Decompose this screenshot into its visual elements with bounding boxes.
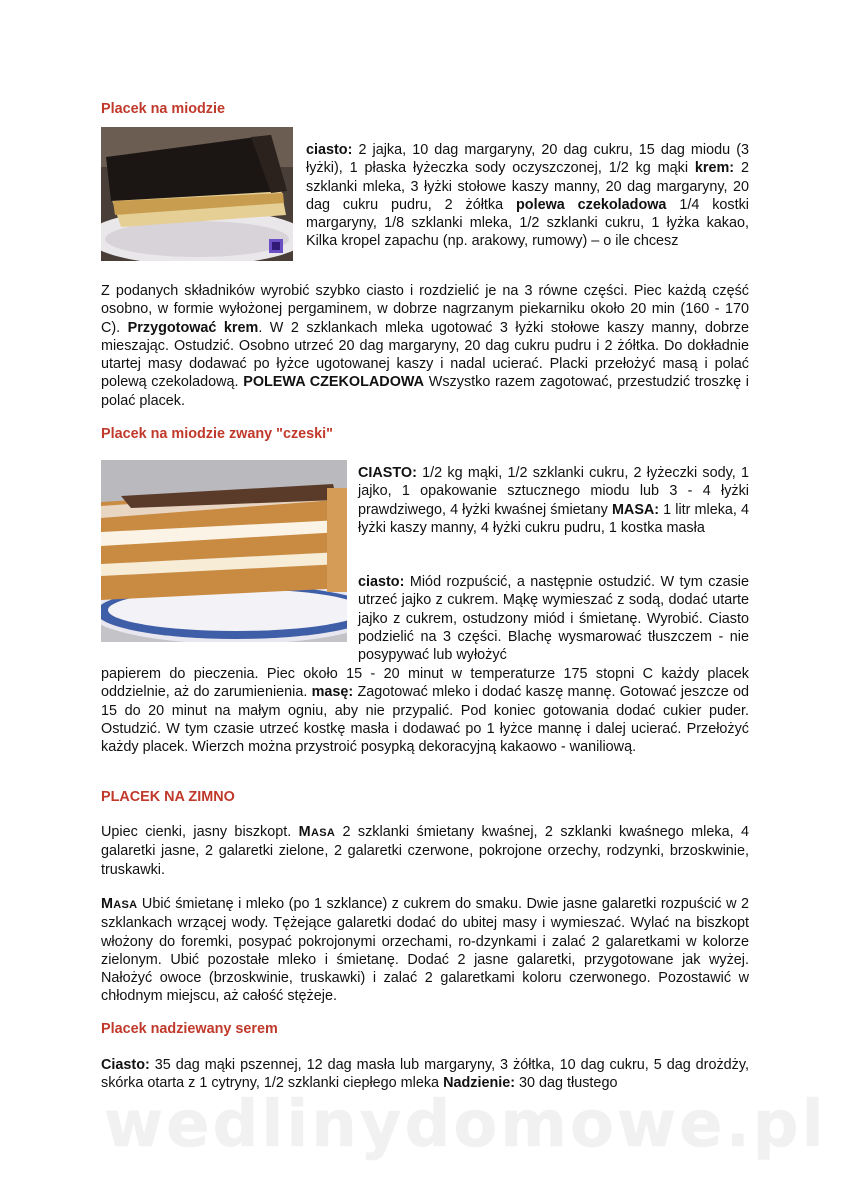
ingredients2-masa: 1 litr mleka, 4 łyżki kaszy manny, 4 łyżki cukru pudru, 1 kostka masła [358, 501, 749, 536]
label-polewa-upper: POLEWA CZEKOLADOWA [243, 374, 425, 391]
method1-part1: Z podanych składników wyrobić szybko ciasto i rozdzielić je na 3 równe części. Piec każdą część osobno, w formie wyłożonej pergaminem, w dobrze nagrzanym piekarniku około 20 min (160 - 170 C). [101, 283, 749, 336]
masa2-rest: ASA [113, 899, 138, 911]
method1-part3: Wszystko razem zagotować, przestudzić troszkę i polać placek. [101, 374, 749, 409]
label-krem: krem: [694, 160, 735, 177]
label-ciasto-upper: CIASTO: [358, 465, 417, 481]
recipe2-method-top [358, 573, 749, 664]
recipe3-method-text: Ubić śmietanę i mleko (po 1 szklance) z cukrem do smaku. Dwie jasne galaretki rozpuścić w 2 szklankach wrzącej wody. Tężejące galaretki dodać do ubitej masy i wymieszać. Wylać na biszkopt włożony do foremki, posypać pokrojonymi orzechami, ro-dzynkami i zalać 2 galaretkami w kolorze zielonym. Ubić pozostałe mleko i śmietanę. Dodać 2 jasne galaretki, przygotowane jak wyżej. Nałożyć owoce (brzoskwinie, truskawki) i zalać 2 galaretkami koloru czerwonego. Pozostawić w chłodnym miejscu, aż całość stężeje. [101, 896, 749, 1005]
recipe3-ingredients-list: 2 szklanki śmietany kwaśnej, 2 szklanki kwaśnego mleka, 4 galaretki jasne, 2 galaretki zielone, 2 galaretki czerwone, pokrojone orzechy, rodzynki, brzoskwinie, truskawki. [101, 824, 749, 878]
recipe1-method [101, 282, 749, 410]
masa2-initial: M [101, 896, 114, 912]
recipe2-ingredients [358, 464, 749, 537]
label-przygotowac-krem: Przygotować krem [127, 319, 259, 336]
heading-placek-na-miodzie: Placek na miodzie [101, 101, 225, 117]
heading-placek-czeski: Placek na miodzie zwany "czeski" [101, 426, 334, 442]
heading-placek-na-zimno: PLACEK NA ZIMNO [101, 789, 235, 805]
photo-layered-honey-cake [101, 460, 347, 642]
recipe2-method-bottom [101, 665, 749, 756]
label-polewa: polewa czekoladowa [516, 196, 667, 213]
label-masa-method [101, 896, 137, 912]
method1-part2: . W 2 szklankach mleka ugotować 3 łyżki stołowe kaszy manny, dobrze mieszając. Ostudzić. Osobno utrzeć 20 dag margaryny, 20 dag cukru pudru i 2 żółtka. Do dokładnie utartej masy dodawać po łyżce ugotowanej kaszy i nadal ucierać. Placki przełożyć masą i polać polewą czekoladową. [101, 319, 749, 391]
masa-rest: ASA [310, 827, 336, 839]
label-masa: MASA: [611, 501, 660, 518]
recipe3-intro: Upiec cienki, jasny biszkopt. [101, 824, 299, 840]
masa-initial: M [298, 824, 311, 840]
watermark: wedlinydomowe.pl [104, 1088, 827, 1162]
recipe3-ingredients [101, 823, 749, 879]
ingredients-polewa: 1/4 kostki margaryny, 1/8 szklanki mleka, 1/2 szklanki cukru, 1 łyżka kakao, Kilka kropel zapachu (np. arakowy, rumowy) – o ile chcesz [306, 196, 749, 250]
label-masa-smallcaps [299, 824, 335, 840]
heading-placek-nadziewany-serem: Placek nadziewany serem [101, 1021, 278, 1037]
label-mase: masę: [311, 684, 354, 701]
label-ciasto-method: ciasto: [358, 574, 405, 590]
ingredients-krem: 2 szklanki mleka, 3 łyżki stołowe kaszy manny, 20 dag margaryny, 20 dag cukru pudru, 2 żółtka [306, 160, 749, 213]
label-ciasto: ciasto: [306, 142, 353, 158]
recipe4-ciasto: 35 dag mąki pszennej, 12 dag masła lub margaryny, 3 żółtka, 10 dag cukru, 5 dag drożdży, skórka otarta z 1 cytryny, 1/2 szklanki ciepłego mleka [101, 1057, 749, 1092]
ingredients-ciasto: 2 jajka, 10 dag margaryny, 20 dag cukru, 15 dag miodu (3 łyżki), 1 płaska łyżeczka sody oczyszczonej, 1/2 kg mąki [306, 142, 749, 177]
recipe4-nadzienie: 30 dag tłustego [515, 1075, 618, 1092]
method2-bottom-part2: Zagotować mleko i dodać kaszę mannę. Gotować jeszcze od 15 do 20 minut na małym ogniu, aby nie przypalić. Pod koniec gotowania dodać cukier puder. Ostudzić. W tym czasie utrzeć kostkę masła i dodawać po 1 łyżce mannę i dalej ucierać. Przełożyć każdy placek. Wierzch można przystroić posypką dekoracyjną kakaowo - waniliową. [101, 684, 749, 756]
method2-top: Miód rozpuścić, a następnie ostudzić. W tym czasie utrzeć jajko z cukrem. Mąkę wymieszać z sodą, dodać utarte jajko z cukrem, ostudzony miód i śmietanę. Wyrobić. Ciasto podzielić na 3 części. Blachę wysmarować tłuszczem - nie posypywać lub wyłożyć [358, 574, 749, 664]
ingredients2-ciasto: 1/2 kg mąki, 1/2 szklanki cukru, 2 łyżeczki sody, 1 jajko, 1 opakowanie sztucznego miodu lub 3 - 4 łyżki prawdziwego, 4 łyżki kwaśnej śmietany [358, 465, 749, 518]
method2-bottom-part1: papierem do pieczenia. Piec około 15 - 20 minut w temperaturze 175 stopni C każdy placek oddzielnie, aż do zarumienienia. [101, 666, 749, 701]
recipe1-ingredients [306, 141, 749, 251]
recipe3-method [101, 895, 749, 1006]
label-nadzienie: Nadzienie: [443, 1075, 516, 1092]
label-ciasto-4: Ciasto: [101, 1057, 150, 1073]
photo-honey-cake-chocolate [101, 127, 293, 261]
